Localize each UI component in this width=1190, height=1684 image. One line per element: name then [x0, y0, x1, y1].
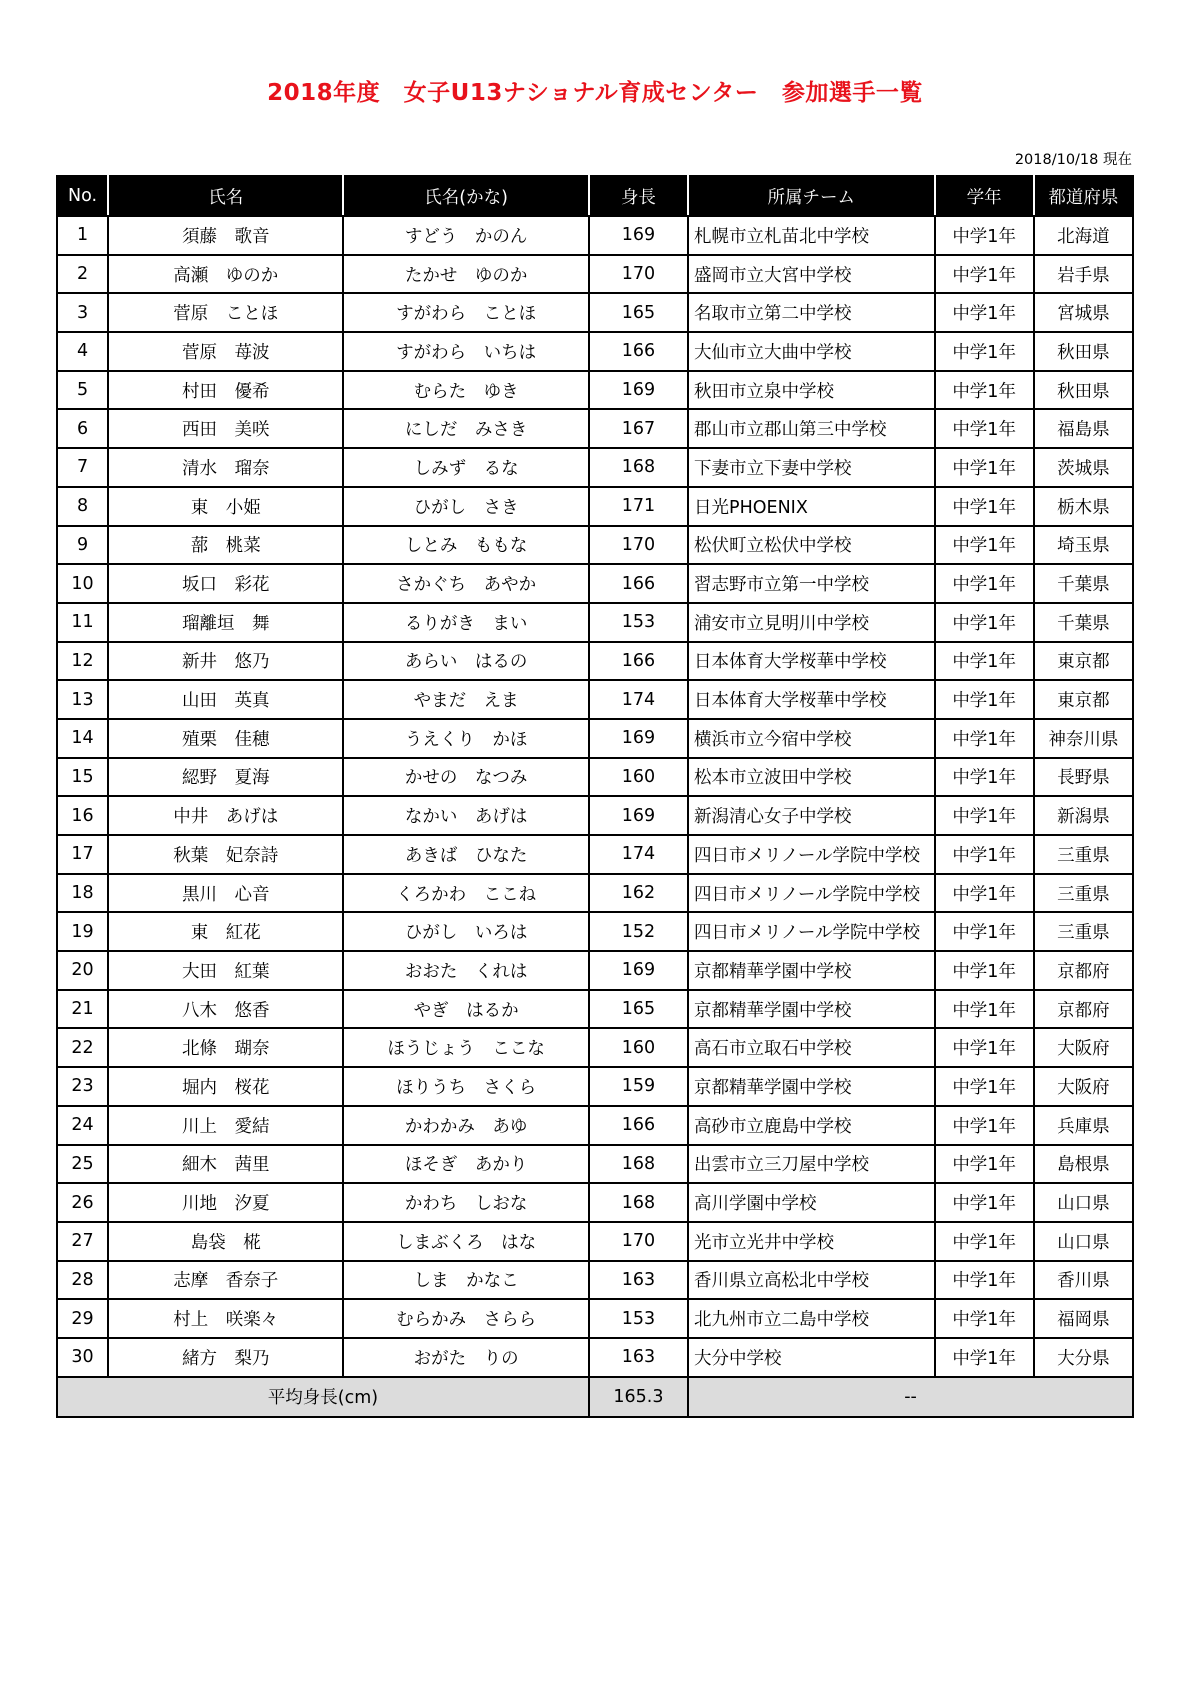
table-row [57, 990, 1133, 1029]
cell-no: 20 [57, 951, 108, 990]
cell-name-kana: やぎ はるか [343, 990, 588, 1029]
cell-prefecture: 神奈川県 [1034, 719, 1133, 758]
cell-height: 153 [589, 1299, 688, 1338]
cell-name-kana: しま かなこ [343, 1261, 588, 1300]
cell-name: 北條 瑚奈 [108, 1028, 343, 1067]
table-row [57, 255, 1133, 294]
cell-height: 163 [589, 1338, 688, 1377]
table-row [57, 1183, 1133, 1222]
header-height: 身長 [589, 176, 688, 216]
cell-prefecture: 山口県 [1034, 1222, 1133, 1261]
cell-no: 16 [57, 796, 108, 835]
cell-height: 162 [589, 874, 688, 913]
cell-no: 13 [57, 680, 108, 719]
cell-name-kana: むらかみ さらら [343, 1299, 588, 1338]
cell-height: 165 [589, 990, 688, 1029]
cell-name: 中井 あげは [108, 796, 343, 835]
cell-height: 169 [589, 951, 688, 990]
cell-team: 日本体育大学桜華中学校 [688, 680, 934, 719]
table-row [57, 603, 1133, 642]
cell-name: 菅原 ことほ [108, 293, 343, 332]
cell-no: 8 [57, 487, 108, 526]
as-of-date: 2018/10/18 現在 [1014, 152, 1132, 168]
cell-height: 174 [589, 835, 688, 874]
cell-prefecture: 北海道 [1034, 216, 1133, 255]
cell-name: 菅原 苺波 [108, 332, 343, 371]
cell-prefecture: 埼玉県 [1034, 526, 1133, 565]
cell-team: 大分中学校 [688, 1338, 934, 1377]
table-row [57, 216, 1133, 255]
cell-prefecture: 福岡県 [1034, 1299, 1133, 1338]
cell-grade: 中学1年 [935, 680, 1034, 719]
cell-team: 四日市メリノール学院中学校 [688, 835, 934, 874]
cell-grade: 中学1年 [935, 758, 1034, 797]
cell-grade: 中学1年 [935, 1028, 1034, 1067]
cell-no: 3 [57, 293, 108, 332]
cell-team: 光市立光井中学校 [688, 1222, 934, 1261]
header-name: 氏名 [108, 176, 343, 216]
cell-no: 1 [57, 216, 108, 255]
cell-name-kana: すがわら ことほ [343, 293, 588, 332]
cell-no: 12 [57, 642, 108, 681]
cell-team: 四日市メリノール学院中学校 [688, 912, 934, 951]
cell-name: 殖栗 佳穂 [108, 719, 343, 758]
cell-grade: 中学1年 [935, 912, 1034, 951]
cell-grade: 中学1年 [935, 1145, 1034, 1184]
cell-name-kana: しまぶくろ はな [343, 1222, 588, 1261]
cell-height: 166 [589, 332, 688, 371]
cell-grade: 中学1年 [935, 796, 1034, 835]
cell-name-kana: かわかみ あゆ [343, 1106, 588, 1145]
cell-team: 浦安市立見明川中学校 [688, 603, 934, 642]
cell-grade: 中学1年 [935, 1183, 1034, 1222]
cell-prefecture: 大阪府 [1034, 1067, 1133, 1106]
cell-name-kana: うえくり かほ [343, 719, 588, 758]
cell-name: 東 小姫 [108, 487, 343, 526]
cell-height: 166 [589, 642, 688, 681]
cell-name: 東 紅花 [108, 912, 343, 951]
table-row [57, 1067, 1133, 1106]
cell-name-kana: おがた りの [343, 1338, 588, 1377]
cell-height: 169 [589, 719, 688, 758]
cell-name: 八木 悠香 [108, 990, 343, 1029]
table-row [57, 448, 1133, 487]
cell-team: 高川学園中学校 [688, 1183, 934, 1222]
cell-name: 綛野 夏海 [108, 758, 343, 797]
table-row [57, 1299, 1133, 1338]
cell-no: 14 [57, 719, 108, 758]
cell-prefecture: 秋田県 [1034, 332, 1133, 371]
cell-grade: 中学1年 [935, 1338, 1034, 1377]
header-grade: 学年 [935, 176, 1034, 216]
cell-no: 27 [57, 1222, 108, 1261]
cell-team: 四日市メリノール学院中学校 [688, 874, 934, 913]
cell-prefecture: 栃木県 [1034, 487, 1133, 526]
cell-name-kana: ひがし さき [343, 487, 588, 526]
cell-name-kana: やまだ えま [343, 680, 588, 719]
table-row [57, 951, 1133, 990]
cell-name: 秋葉 妃奈詩 [108, 835, 343, 874]
cell-height: 168 [589, 1183, 688, 1222]
cell-name-kana: すどう かのん [343, 216, 588, 255]
cell-team: 高砂市立鹿島中学校 [688, 1106, 934, 1145]
table-header-row [57, 176, 1133, 216]
cell-height: 169 [589, 796, 688, 835]
cell-team: 下妻市立下妻中学校 [688, 448, 934, 487]
cell-prefecture: 岩手県 [1034, 255, 1133, 294]
table-row [57, 526, 1133, 565]
cell-no: 18 [57, 874, 108, 913]
cell-name: 坂口 彩花 [108, 564, 343, 603]
cell-name-kana: たかせ ゆのか [343, 255, 588, 294]
cell-no: 24 [57, 1106, 108, 1145]
cell-team: 名取市立第二中学校 [688, 293, 934, 332]
cell-name-kana: ほりうち さくら [343, 1067, 588, 1106]
cell-no: 23 [57, 1067, 108, 1106]
cell-no: 19 [57, 912, 108, 951]
cell-name-kana: るりがき まい [343, 603, 588, 642]
cell-height: 171 [589, 487, 688, 526]
cell-no: 15 [57, 758, 108, 797]
cell-no: 17 [57, 835, 108, 874]
cell-prefecture: 東京都 [1034, 642, 1133, 681]
cell-grade: 中学1年 [935, 255, 1034, 294]
cell-grade: 中学1年 [935, 642, 1034, 681]
table-row [57, 1261, 1133, 1300]
cell-prefecture: 大阪府 [1034, 1028, 1133, 1067]
cell-no: 28 [57, 1261, 108, 1300]
table-row [57, 642, 1133, 681]
cell-name-kana: にしだ みさき [343, 409, 588, 448]
cell-team: 京都精華学園中学校 [688, 1067, 934, 1106]
cell-prefecture: 長野県 [1034, 758, 1133, 797]
cell-height: 170 [589, 255, 688, 294]
cell-prefecture: 三重県 [1034, 835, 1133, 874]
cell-prefecture: 京都府 [1034, 990, 1133, 1029]
cell-name-kana: ほそぎ あかり [343, 1145, 588, 1184]
cell-team: 盛岡市立大宮中学校 [688, 255, 934, 294]
cell-height: 170 [589, 526, 688, 565]
cell-name: 高瀬 ゆのか [108, 255, 343, 294]
cell-no: 6 [57, 409, 108, 448]
cell-name: 須藤 歌音 [108, 216, 343, 255]
cell-team: 秋田市立泉中学校 [688, 371, 934, 410]
table-row [57, 719, 1133, 758]
cell-grade: 中学1年 [935, 448, 1034, 487]
cell-grade: 中学1年 [935, 293, 1034, 332]
table-row [57, 293, 1133, 332]
cell-team: 習志野市立第一中学校 [688, 564, 934, 603]
cell-name: 西田 美咲 [108, 409, 343, 448]
cell-team: 香川県立高松北中学校 [688, 1261, 934, 1300]
cell-name: 山田 英真 [108, 680, 343, 719]
cell-prefecture: 新潟県 [1034, 796, 1133, 835]
cell-no: 9 [57, 526, 108, 565]
cell-prefecture: 三重県 [1034, 912, 1133, 951]
cell-name: 志摩 香奈子 [108, 1261, 343, 1300]
cell-grade: 中学1年 [935, 1106, 1034, 1145]
cell-name-kana: さかぐち あやか [343, 564, 588, 603]
cell-grade: 中学1年 [935, 1222, 1034, 1261]
cell-name-kana: かせの なつみ [343, 758, 588, 797]
cell-grade: 中学1年 [935, 1299, 1034, 1338]
cell-no: 7 [57, 448, 108, 487]
cell-team: 郡山市立郡山第三中学校 [688, 409, 934, 448]
cell-grade: 中学1年 [935, 487, 1034, 526]
cell-team: 北九州市立二島中学校 [688, 1299, 934, 1338]
table-row [57, 835, 1133, 874]
cell-name-kana: ひがし いろは [343, 912, 588, 951]
cell-name: 蔀 桃菜 [108, 526, 343, 565]
cell-name: 村田 優希 [108, 371, 343, 410]
cell-height: 170 [589, 1222, 688, 1261]
cell-height: 168 [589, 1145, 688, 1184]
cell-no: 2 [57, 255, 108, 294]
cell-name: 村上 咲楽々 [108, 1299, 343, 1338]
cell-prefecture: 宮城県 [1034, 293, 1133, 332]
cell-name: 大田 紅葉 [108, 951, 343, 990]
average-height-value: 165.3 [589, 1377, 688, 1417]
cell-team: 京都精華学園中学校 [688, 990, 934, 1029]
cell-no: 29 [57, 1299, 108, 1338]
cell-grade: 中学1年 [935, 1261, 1034, 1300]
cell-no: 11 [57, 603, 108, 642]
footer-placeholder: -- [688, 1377, 1133, 1417]
cell-name-kana: あらい はるの [343, 642, 588, 681]
cell-grade: 中学1年 [935, 951, 1034, 990]
cell-grade: 中学1年 [935, 216, 1034, 255]
cell-team: 日本体育大学桜華中学校 [688, 642, 934, 681]
cell-prefecture: 東京都 [1034, 680, 1133, 719]
cell-prefecture: 兵庫県 [1034, 1106, 1133, 1145]
cell-height: 168 [589, 448, 688, 487]
cell-prefecture: 茨城県 [1034, 448, 1133, 487]
header-prefecture: 都道府県 [1034, 176, 1133, 216]
cell-name-kana: あきば ひなた [343, 835, 588, 874]
cell-height: 152 [589, 912, 688, 951]
cell-team: 出雲市立三刀屋中学校 [688, 1145, 934, 1184]
cell-name: 島袋 椛 [108, 1222, 343, 1261]
cell-name-kana: すがわら いちは [343, 332, 588, 371]
header-no: No. [57, 176, 108, 216]
cell-prefecture: 秋田県 [1034, 371, 1133, 410]
table-row [57, 912, 1133, 951]
cell-grade: 中学1年 [935, 332, 1034, 371]
cell-team: 横浜市立今宿中学校 [688, 719, 934, 758]
cell-grade: 中学1年 [935, 990, 1034, 1029]
cell-grade: 中学1年 [935, 1067, 1034, 1106]
cell-team: 高石市立取石中学校 [688, 1028, 934, 1067]
cell-grade: 中学1年 [935, 526, 1034, 565]
header-team: 所属チーム [688, 176, 934, 216]
cell-prefecture: 千葉県 [1034, 564, 1133, 603]
cell-prefecture: 福島県 [1034, 409, 1133, 448]
cell-name: 堀内 桜花 [108, 1067, 343, 1106]
cell-prefecture: 大分県 [1034, 1338, 1133, 1377]
cell-name-kana: しみず るな [343, 448, 588, 487]
cell-no: 26 [57, 1183, 108, 1222]
cell-height: 160 [589, 1028, 688, 1067]
cell-team: 新潟清心女子中学校 [688, 796, 934, 835]
cell-grade: 中学1年 [935, 874, 1034, 913]
table-row [57, 332, 1133, 371]
table-row [57, 1222, 1133, 1261]
cell-name-kana: なかい あげは [343, 796, 588, 835]
cell-grade: 中学1年 [935, 409, 1034, 448]
cell-height: 165 [589, 293, 688, 332]
cell-height: 163 [589, 1261, 688, 1300]
average-height-label: 平均身長(cm) [57, 1377, 589, 1417]
cell-no: 10 [57, 564, 108, 603]
cell-grade: 中学1年 [935, 603, 1034, 642]
header-name-kana: 氏名(かな) [343, 176, 588, 216]
table-row [57, 758, 1133, 797]
cell-height: 160 [589, 758, 688, 797]
cell-prefecture: 山口県 [1034, 1183, 1133, 1222]
cell-grade: 中学1年 [935, 719, 1034, 758]
table-row [57, 1145, 1133, 1184]
cell-name-kana: おおた くれは [343, 951, 588, 990]
cell-height: 159 [589, 1067, 688, 1106]
table-row [57, 564, 1133, 603]
table-row [57, 409, 1133, 448]
cell-grade: 中学1年 [935, 835, 1034, 874]
cell-team: 松伏町立松伏中学校 [688, 526, 934, 565]
cell-height: 174 [589, 680, 688, 719]
cell-prefecture: 千葉県 [1034, 603, 1133, 642]
cell-name-kana: かわち しおな [343, 1183, 588, 1222]
cell-name: 緒方 梨乃 [108, 1338, 343, 1377]
cell-name: 細木 茜里 [108, 1145, 343, 1184]
cell-team: 札幌市立札苗北中学校 [688, 216, 934, 255]
document-title: 2018年度 女子U13ナショナル育成センター 参加選手一覧 [267, 80, 923, 106]
cell-height: 169 [589, 371, 688, 410]
cell-grade: 中学1年 [935, 371, 1034, 410]
table-row [57, 680, 1133, 719]
cell-team: 松本市立波田中学校 [688, 758, 934, 797]
cell-team: 京都精華学園中学校 [688, 951, 934, 990]
cell-no: 22 [57, 1028, 108, 1067]
table-row [57, 1106, 1133, 1145]
cell-name-kana: むらた ゆき [343, 371, 588, 410]
table-body [57, 216, 1133, 1377]
cell-name: 新井 悠乃 [108, 642, 343, 681]
cell-no: 30 [57, 1338, 108, 1377]
cell-name: 川上 愛結 [108, 1106, 343, 1145]
table-row [57, 796, 1133, 835]
cell-prefecture: 島根県 [1034, 1145, 1133, 1184]
cell-team: 日光PHOENIX [688, 487, 934, 526]
table-row [57, 1338, 1133, 1377]
cell-prefecture: 京都府 [1034, 951, 1133, 990]
table-footer-row [57, 1377, 1133, 1417]
cell-height: 166 [589, 564, 688, 603]
cell-team: 大仙市立大曲中学校 [688, 332, 934, 371]
cell-prefecture: 三重県 [1034, 874, 1133, 913]
cell-name: 清水 瑠奈 [108, 448, 343, 487]
cell-name: 川地 汐夏 [108, 1183, 343, 1222]
table-row [57, 487, 1133, 526]
cell-grade: 中学1年 [935, 564, 1034, 603]
cell-no: 25 [57, 1145, 108, 1184]
cell-height: 166 [589, 1106, 688, 1145]
cell-no: 4 [57, 332, 108, 371]
cell-prefecture: 香川県 [1034, 1261, 1133, 1300]
cell-height: 169 [589, 216, 688, 255]
cell-name-kana: くろかわ ここね [343, 874, 588, 913]
table-row [57, 874, 1133, 913]
table-row [57, 371, 1133, 410]
cell-height: 153 [589, 603, 688, 642]
cell-name: 瑠離垣 舞 [108, 603, 343, 642]
cell-no: 5 [57, 371, 108, 410]
cell-no: 21 [57, 990, 108, 1029]
cell-name-kana: しとみ ももな [343, 526, 588, 565]
cell-name: 黒川 心音 [108, 874, 343, 913]
cell-name-kana: ほうじょう ここな [343, 1028, 588, 1067]
table-row [57, 1028, 1133, 1067]
cell-height: 167 [589, 409, 688, 448]
player-roster-table [56, 175, 1134, 1418]
